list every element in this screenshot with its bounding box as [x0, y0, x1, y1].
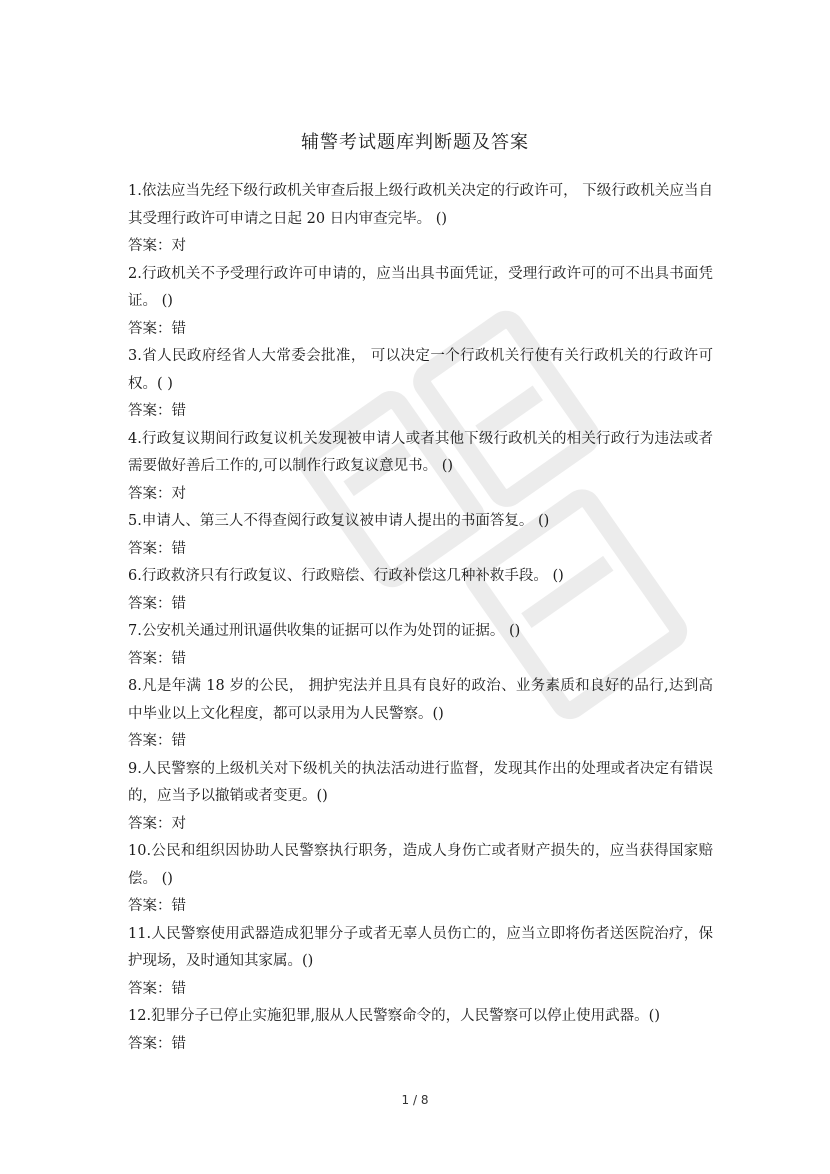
answer-text: 答案：对: [128, 238, 186, 254]
answer-text: 答案：错: [128, 733, 186, 749]
question-text: 12.犯罪分子已停止实施犯罪,服从人民警察命令的，人民警察可以停止使用武器。(): [128, 1008, 660, 1024]
page-title: 辅警考试题库判断题及答案: [301, 132, 529, 153]
question-text: 1.依法应当先经下级行政机关审查后报上级行政机关决定的行政许可， 下级行政机关应当自其受理行政许可申请之日起 20 日内审查完毕。 (): [128, 183, 713, 227]
question-text: 7.公安机关通过刑讯逼供收集的证据可以作为处罚的证据。 (): [128, 623, 521, 639]
answer-text: 答案：错: [128, 898, 186, 914]
answer-text: 答案：错: [128, 1035, 186, 1052]
answer-text: 答案：错: [128, 540, 186, 557]
question-text: 11.人民警察使用武器造成犯罪分子或者无辜人员伤亡的，应当立即将伤者送医院治疗，保护现场，及时通知其家属。(): [128, 925, 713, 969]
answer-text: 答案：错: [128, 980, 186, 997]
answer-text: 答案：对: [128, 485, 186, 502]
question-text: 3.省人民政府经省人大常委会批准， 可以决定一个行政机关行使有关行政机关的行政许可权。( ): [128, 348, 713, 392]
page-number: 1 / 8: [401, 1093, 429, 1107]
question-text: 9.人民警察的上级机关对下级机关的执法活动进行监督，发现其作出的处理或者决定有错误的，应当予以撤销或者变更。(): [128, 760, 713, 804]
answer-text: 答案：错: [128, 595, 186, 612]
question-text: 6.行政救济只有行政复议、行政赔偿、行政补偿这几种补救手段。 (): [128, 568, 564, 584]
answer-text: 答案：错: [128, 650, 186, 667]
question-text: 8.凡是年满 18 岁的公民， 拥护宪法并且具有良好的政治、业务素质和良好的品行,达到高中毕业以上文化程度，都可以录用为人民警察。(): [128, 678, 713, 722]
question-text: 5.申请人、第三人不得查阅行政复议被申请人提出的书面答复。 (): [128, 513, 550, 529]
question-text: 4.行政复议期间行政复议机关发现被申请人或者其他下级行政机关的相关行政行为违法或者需要做好善后工作的,可以制作行政复议意见书。 (): [128, 430, 713, 474]
question-text: 2.行政机关不予受理行政许可申请的，应当出具书面凭证，受理行政许可的可不出具书面凭证。 (): [128, 265, 713, 309]
question-text: 10.公民和组织因协助人民警察执行职务，造成人身伤亡或者财产损失的，应当获得国家赔偿。 (): [128, 843, 713, 887]
answer-text: 答案：错: [128, 320, 186, 337]
answer-text: 答案：错: [128, 403, 186, 419]
question-list: [128, 178, 713, 1058]
answer-text: 答案：对: [128, 815, 186, 832]
